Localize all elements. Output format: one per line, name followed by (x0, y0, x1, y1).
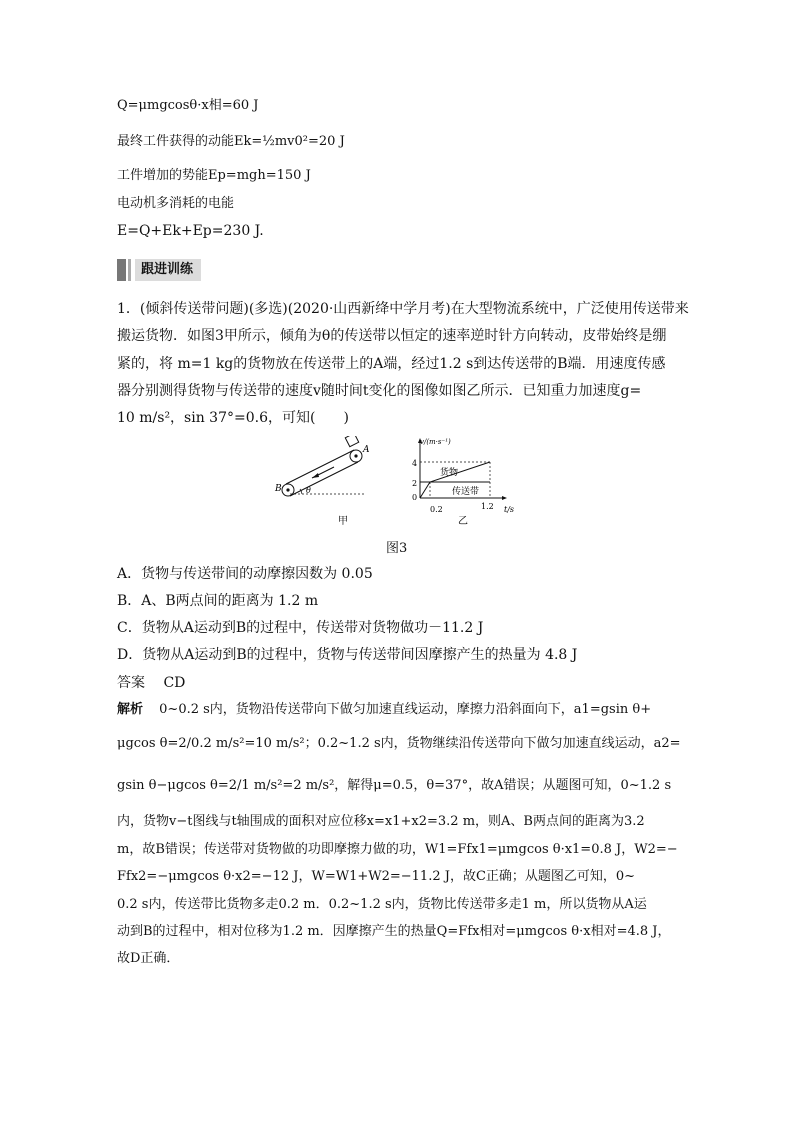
fig-right-label: 乙 (458, 516, 468, 527)
pulley-a-center (354, 454, 357, 457)
y-tick-0: 0 (412, 493, 418, 502)
option-a: A．货物与传送带间的动摩擦因数为 0.05 (117, 566, 373, 582)
answer-label: 答案 (117, 675, 145, 691)
section-bar-icon (117, 259, 126, 281)
solution-line-3: 工件增加的势能Ep=mgh=150 J (117, 168, 311, 183)
solution-line-4: 电动机多消耗的电能 (117, 196, 235, 211)
belt-top (286, 450, 354, 484)
analysis-line-7: 0.2 s内，传送带比货物多走0.2 m．0.2~1.2 s内，货物比传送带多走1 m，所以货物从A运 (117, 897, 647, 912)
conveyor-diagram (274, 436, 370, 527)
y-axis-label: v/(m·s⁻¹) (420, 438, 451, 446)
figure-caption: 图3 (386, 541, 408, 556)
question-line-2: 搬运货物．如图3甲所示，倾角为θ的传送带以恒定的速率逆时针方向转动，皮带始终是绷 (117, 328, 667, 344)
section-title (117, 258, 209, 282)
goods-label: 货物 (440, 468, 459, 478)
point-a-label: A (363, 445, 370, 455)
x-tick-0-2: 0.2 (430, 505, 443, 514)
analysis-line-1 (117, 701, 651, 719)
analysis-text-1: 0~0.2 s内，货物沿传送带向下做匀加速直线运动，摩擦力沿斜面向下，a1=gsin θ+ (159, 702, 652, 717)
analysis-line-3: gsin θ−μgcos θ=2/1 m/s²=2 m/s²，解得μ=0.5，θ=37°，故A错误；从题图可知，0~1.2 s (117, 778, 672, 793)
solution-line-2: 最终工件获得的动能Ek=½mv0²=20 J (117, 134, 345, 149)
point-b-label: B (275, 484, 282, 494)
question-line-4: 器分别测得货物与传送带的速度v随时间t变化的图像如图乙所示．已知重力加速度g= (117, 383, 642, 399)
x-axis-label: t/s (504, 505, 515, 514)
x-tick-1-2: 1.2 (481, 502, 494, 511)
section-bar-icon-thin (128, 259, 131, 281)
analysis-line-9: 故D正确． (117, 951, 180, 966)
analysis-line-4: 内，货物v−t图线与t轴围成的面积对应位移x=x1+x2=3.2 m，则A、B两点间的距离为3.2 (117, 814, 645, 829)
analysis-line-5: m，故B错误；传送带对货物做的功即摩擦力做的功，W1=Ffx1=μmgcos θ·x1=0.8 J，W2=− (117, 842, 678, 857)
section-title-text: 跟进训练 (135, 259, 201, 281)
belt-bottom (290, 462, 358, 496)
y-tick-4: 4 (412, 459, 418, 468)
option-d: D．货物从A运动到B的过程中，货物与传送带间因摩擦产生的热量为 4.8 J (117, 647, 578, 663)
answer-value: CD (163, 675, 186, 691)
x-axis-arrow (502, 496, 507, 500)
angle-label: θ (306, 486, 311, 495)
answer-row (117, 674, 185, 692)
analysis-label: 解析 (117, 702, 144, 717)
belt-label: 传送带 (452, 487, 480, 497)
analysis-line-6: Ffx2=−μmgcos θ·x2=−12 J，W=W1+W2=−11.2 J，故C正确；从题图乙可知，0~ (117, 869, 636, 884)
option-b: B．A、B两点间的距离为 1.2 m (117, 593, 319, 609)
question-line-3: 紧的，将 m=1 kg的货物放在传送带上的A端，经过1.2 s到达传送带的B端．用速度传感 (117, 356, 666, 372)
cargo-box (345, 436, 358, 447)
pulley-b-center (286, 488, 289, 491)
solution-line-1: Q=μmgcosθ·x相=60 J (117, 98, 259, 113)
fig-left-label: 甲 (338, 516, 348, 527)
y-tick-2: 2 (412, 479, 418, 488)
motion-arrow-head (312, 473, 319, 478)
analysis-line-8: 动到B的过程中，相对位移为1.2 m．因摩擦产生的热量Q=Ffx相对=μmgcos θ·x相对=4.8 J， (117, 924, 671, 939)
analysis-line-2: μgcos θ=2/0.2 m/s²=10 m/s²；0.2~1.2 s内，货物继续沿传送带向下做匀加速直线运动，a2= (117, 736, 681, 751)
question-line-1: 1．(倾斜传送带问题)(多选)(2020·山西新绛中学月考)在大型物流系统中，广泛使用传送带来 (117, 301, 689, 317)
option-c: C．货物从A运动到B的过程中，传送带对货物做功－11.2 J (117, 620, 484, 636)
question-line-5: 10 m/s²，sin 37°=0.6，可知( ) (117, 410, 349, 426)
vt-graph (412, 438, 514, 527)
solution-line-5: E=Q+Ek+Ep=230 J. (117, 223, 264, 239)
